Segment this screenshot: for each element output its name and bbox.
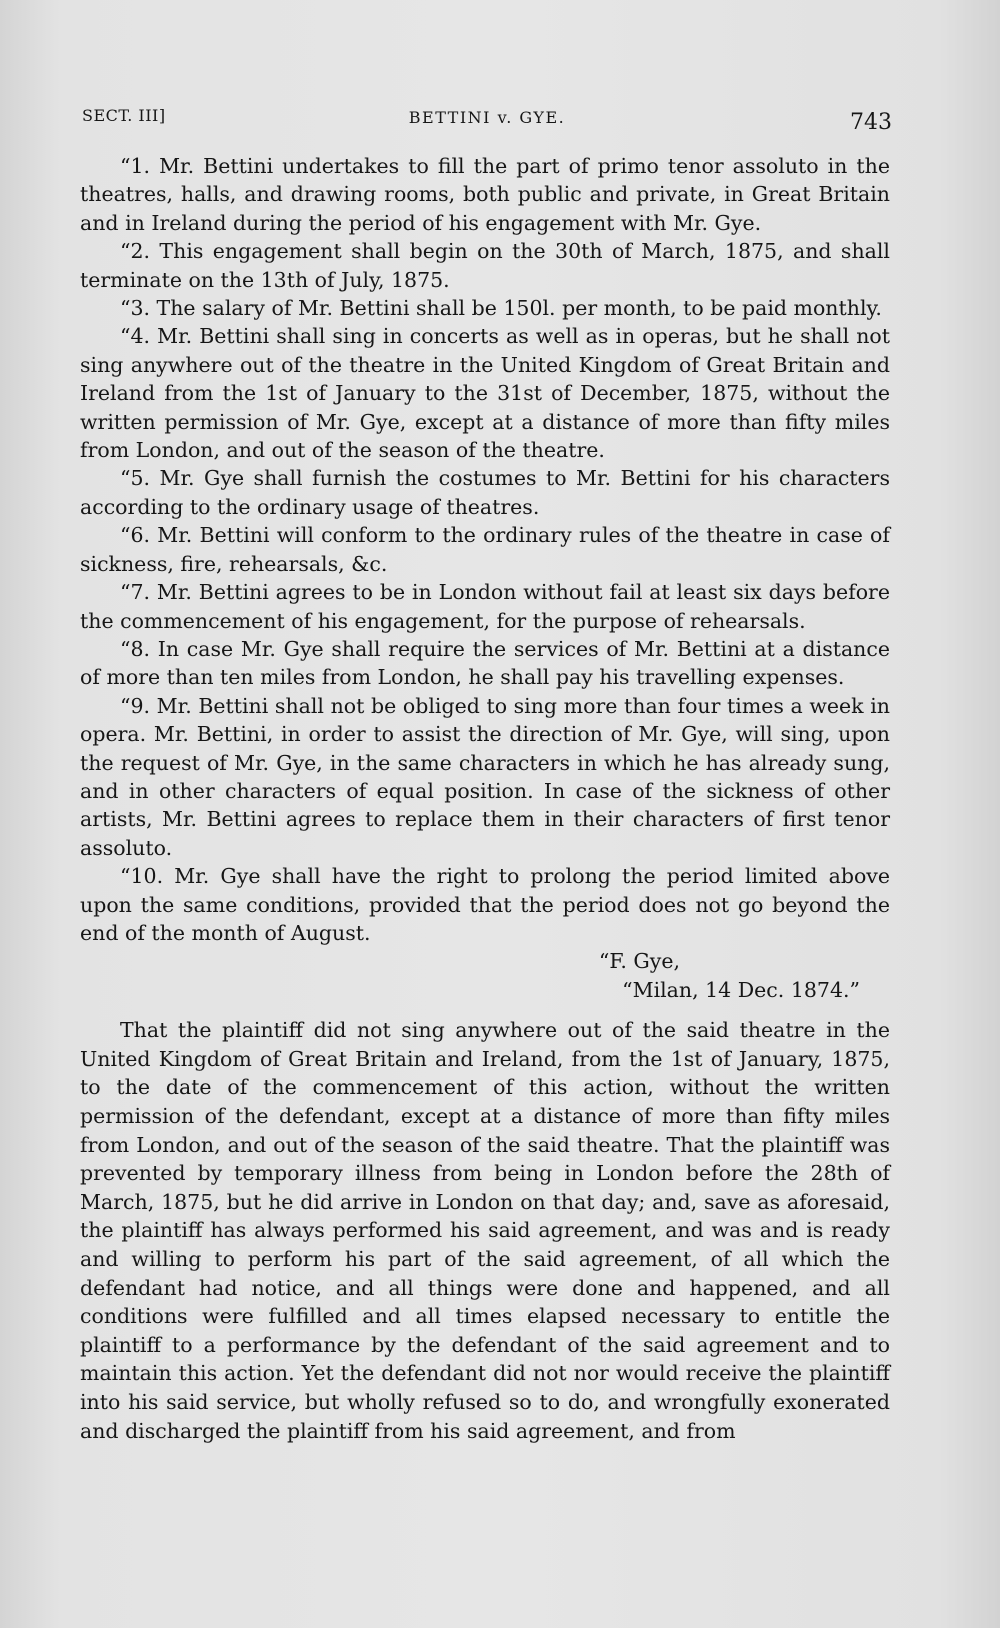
case-title: BETTINI v. GYE. <box>408 108 566 127</box>
clause-7: “7. Mr. Bettini agrees to be in London without fail at least six days before the commencement of his engagement, for the purpose of rehearsals. <box>80 580 890 633</box>
section-label: SECT. III] <box>82 106 166 125</box>
main-paragraph: That the plaintiff did not sing anywhere out of the said theatre in the United Kingdom of Great Britain and Ireland, from the 1st of January, 1875, to the date of the commencement of this action, without the written permission of the defendant, except at a distance of more than fifty miles from London, and out of the season of the said theatre. That the plaintiff was prevented by temporary illness from being in London before the 28th of March, 1875, but he did arrive in London on that day; and, save as aforesaid, the plaintiff has always performed his said agreement, and was and is ready and willing to perform his part of the said agreement, of all which the defendant had notice, and all things were done and happened, and all conditions were fulfilled and all times elapsed necessary to entitle the plaintiff to a performance by the defendant of the said agreement and to maintain this action. Yet the defendant did not nor would receive the plaintiff into his said service, but wholly refused so to do, and wrongfully exonerated and discharged the plaintiff from his said agreement, and from <box>80 1018 890 1443</box>
clause-1: “1. Mr. Bettini undertakes to fill the part of primo tenor assoluto in the theatres, halls, and drawing rooms, both public and private, in Great Britain and in Ireland during the period of his engagement with Mr. Gye. <box>80 154 890 235</box>
signature-block <box>80 947 890 1004</box>
clause-2: “2. This engagement shall begin on the 30th of March, 1875, and shall terminate on the 13th of July, 1875. <box>80 239 890 292</box>
clause-3: “3. The salary of Mr. Bettini shall be 150l. per month, to be paid monthly. <box>120 296 882 321</box>
signature-place-date: “Milan, 14 Dec. 1874.” <box>622 977 860 1002</box>
clause-4: “4. Mr. Bettini shall sing in concerts as well as in operas, but he shall not sing anywhere out of the theatre in the United Kingdom of Great Britain and Ireland from the 1st of January to the 31st of December, 1875, without the written permission of Mr. Gye, except at a distance of more than fifty miles from London, and out of the season of the theatre. <box>80 324 890 463</box>
page-body <box>80 152 890 1445</box>
clause-10: “10. Mr. Gye shall have the right to prolong the period limited above upon the same conditions, provided that the period does not go beyond the end of the month of August. <box>80 864 890 945</box>
clause-9: “9. Mr. Bettini shall not be obliged to sing more than four times a week in opera. Mr. Bettini, in order to assist the direction of Mr. Gye, will sing, upon the request of Mr. Gye, in the same characters in which he has already sung, and in other characters of equal position. In case of the sickness of other artists, Mr. Bettini agrees to replace them in their characters of first tenor assoluto. <box>80 693 890 860</box>
clause-8: “8. In case Mr. Gye shall require the services of Mr. Bettini at a distance of more than ten miles from London, he shall pay his travelling expenses. <box>80 636 890 690</box>
signature-name: “F. Gye, <box>598 949 680 974</box>
clause-5: “5. Mr. Gye shall furnish the costumes to Mr. Bettini for his characters according to the ordinary usage of theatres. <box>80 466 890 519</box>
running-header <box>82 104 892 134</box>
page-number: 743 <box>850 110 892 135</box>
clause-6: “6. Mr. Bettini will conform to the ordinary rules of the theatre in case of sickness, fire, rehearsals, &c. <box>80 523 890 576</box>
